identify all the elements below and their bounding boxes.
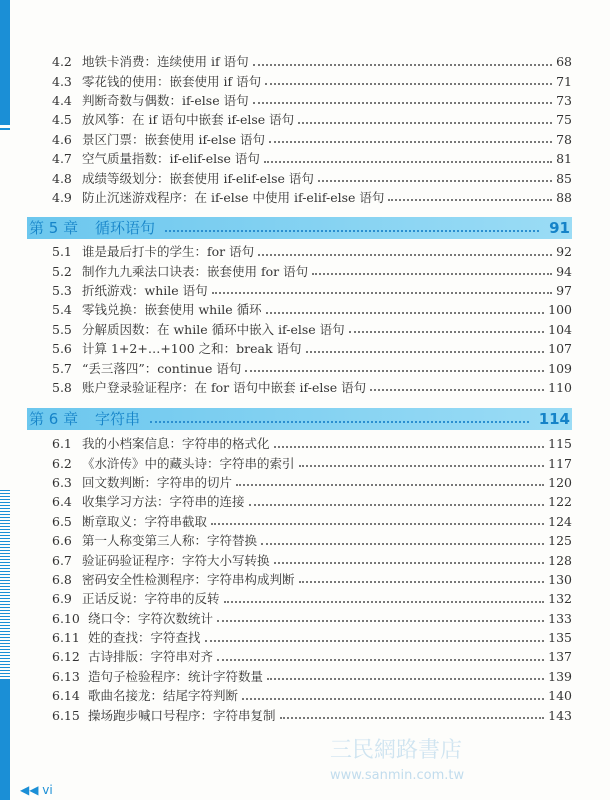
dot-leader	[236, 484, 544, 486]
toc-entry[interactable]	[52, 188, 572, 207]
dot-leader	[312, 273, 552, 275]
toc-entry[interactable]	[52, 110, 572, 129]
dot-leader	[211, 523, 544, 525]
entry-title: 空气质量指数：if-elif-else 语句	[82, 151, 260, 167]
entry-number: 6.7	[52, 552, 72, 568]
toc-entry[interactable]	[52, 647, 572, 666]
dot-leader	[212, 292, 552, 294]
entry-page: 139	[548, 668, 572, 684]
toc-entry[interactable]	[52, 453, 572, 472]
dot-leader	[217, 659, 544, 661]
entry-title: 绕口令：字符次数统计	[88, 610, 214, 626]
entry-title: 成绩等级划分：嵌套使用 if-elif-else 语句	[82, 170, 314, 186]
toc-entry[interactable]	[52, 686, 572, 705]
dot-leader	[280, 717, 545, 719]
entry-page: 78	[556, 131, 572, 147]
entry-number: 5.1	[52, 244, 72, 260]
entry-page: 88	[556, 189, 572, 205]
entry-number: 6.10	[52, 610, 80, 626]
toc-entry[interactable]	[52, 473, 572, 492]
dot-leader	[266, 312, 545, 314]
entry-title: 《水浒传》中的藏头诗：字符串的索引	[82, 455, 295, 471]
dot-leader	[265, 83, 552, 85]
chapter-4-items	[52, 52, 572, 207]
dot-leader	[306, 351, 545, 353]
entry-page: 140	[548, 688, 572, 704]
dot-leader	[298, 122, 552, 124]
chapter-page: 91	[549, 219, 570, 237]
dot-leader	[299, 581, 545, 583]
chapter-6-heading[interactable]	[27, 408, 572, 430]
toc-entry[interactable]	[52, 130, 572, 149]
entry-title: 零钱兑换：嵌套使用 while 循环	[82, 302, 262, 318]
entry-page: 85	[556, 170, 572, 186]
entry-number: 6.3	[52, 474, 72, 490]
entry-title: 收集学习方法：字符串的连接	[82, 494, 245, 510]
dot-leader	[242, 698, 544, 700]
entry-page: 81	[556, 151, 572, 167]
toc-entry[interactable]	[52, 52, 572, 71]
page-number: ◀◀ vi	[20, 783, 53, 797]
entry-page: 125	[548, 533, 572, 549]
dot-leader	[261, 543, 544, 545]
entry-title: 防止沉迷游戏程序：在 if-else 中使用 if-elif-else 语句	[82, 189, 385, 205]
entry-page: 73	[556, 92, 572, 108]
watermark-name: 三民網路書店	[330, 738, 463, 763]
toc-entry[interactable]	[52, 300, 572, 319]
chapter-5-heading[interactable]	[27, 217, 572, 239]
dot-leader	[388, 199, 552, 201]
side-bar-bottom	[0, 680, 10, 800]
dot-leader	[264, 161, 552, 163]
dot-leader	[150, 421, 529, 423]
toc-entry[interactable]	[52, 609, 572, 628]
dot-leader	[224, 601, 545, 603]
toc-entry[interactable]	[52, 667, 572, 686]
dot-leader	[274, 446, 545, 448]
dot-leader	[249, 504, 545, 506]
entry-page: 110	[548, 379, 572, 395]
entry-title: “丢三落四”：continue 语句	[82, 360, 242, 376]
toc-entry[interactable]	[52, 339, 572, 358]
toc-entry[interactable]	[52, 91, 572, 110]
entry-title: 密码安全性检测程序：字符串构成判断	[82, 571, 295, 587]
toc-entry[interactable]	[52, 550, 572, 569]
entry-title: 制作九九乘法口诀表：嵌套使用 for 语句	[82, 263, 309, 279]
chapter-title: 字符串	[95, 410, 141, 428]
dot-leader	[274, 562, 545, 564]
toc-entry[interactable]	[52, 434, 572, 453]
entry-page: 104	[548, 321, 572, 337]
dot-leader	[299, 465, 545, 467]
entry-title: 谁是最后打卡的学生：for 语句	[82, 244, 255, 260]
entry-page: 115	[548, 436, 572, 452]
dot-leader	[269, 141, 552, 143]
entry-page: 71	[556, 73, 572, 89]
dot-leader	[253, 64, 553, 66]
entry-title: 账户登录验证程序：在 for 语句中嵌套 if-else 语句	[82, 379, 367, 395]
entry-page: 107	[548, 341, 572, 357]
entry-page: 68	[556, 54, 572, 70]
entry-title: 放风筝：在 if 语句中嵌套 if-else 语句	[82, 112, 295, 128]
entry-title: 地铁卡消费：连续使用 if 语句	[82, 54, 249, 70]
toc-entry[interactable]	[52, 589, 572, 608]
entry-title: 断章取义：字符串截取	[82, 513, 208, 529]
entry-title: 验证码验证程序：字符大小写转换	[82, 552, 270, 568]
dot-leader	[318, 180, 552, 182]
toc-entry[interactable]	[52, 358, 572, 377]
entry-page: 92	[556, 244, 572, 260]
entry-number: 6.5	[52, 513, 72, 529]
entry-title: 第一人称变第三人称：字符替换	[82, 533, 258, 549]
entry-title: 姓的查找：字符查找	[88, 630, 201, 646]
entry-number: 6.12	[52, 649, 80, 665]
entry-number: 4.4	[52, 92, 72, 108]
entry-page: 100	[548, 302, 572, 318]
entry-page: 137	[548, 649, 572, 665]
entry-page: 117	[548, 455, 572, 471]
dot-leader	[370, 389, 544, 391]
chapter-label: 第 6 章	[29, 410, 79, 428]
entry-number: 6.6	[52, 533, 72, 549]
entry-title: 景区门票：嵌套使用 if-else 语句	[82, 131, 266, 147]
dot-leader	[258, 254, 552, 256]
entry-number: 5.8	[52, 379, 72, 395]
entry-number: 6.2	[52, 455, 72, 471]
entry-title: 造句子检验程序：统计字符数量	[88, 668, 264, 684]
entry-number: 6.11	[52, 630, 80, 646]
toc-entry[interactable]	[52, 570, 572, 589]
entry-page: 132	[548, 591, 572, 607]
entry-number: 4.5	[52, 112, 72, 128]
side-tab-bar	[0, 0, 10, 125]
dot-leader	[205, 640, 545, 642]
toc-entry[interactable]	[52, 705, 572, 724]
entry-number: 4.9	[52, 189, 72, 205]
toc-entry[interactable]	[52, 149, 572, 168]
entry-page: 130	[548, 571, 572, 587]
toc-entry[interactable]	[52, 628, 572, 647]
entry-page: 143	[548, 707, 572, 723]
entry-number: 5.6	[52, 341, 72, 357]
entry-title: 我的小档案信息：字符串的格式化	[82, 436, 270, 452]
entry-title: 零花钱的使用：嵌套使用 if 语句	[82, 73, 262, 89]
entry-number: 5.2	[52, 263, 72, 279]
entry-title: 判断奇数与偶数：if-else 语句	[82, 92, 249, 108]
entry-title: 古诗排版：字符串对齐	[88, 649, 214, 665]
side-divider	[0, 128, 10, 130]
entry-page: 75	[556, 112, 572, 128]
entry-number: 5.3	[52, 282, 72, 298]
entry-number: 6.8	[52, 571, 72, 587]
toc-entry[interactable]	[52, 281, 572, 300]
entry-number: 4.8	[52, 170, 72, 186]
toc-entry[interactable]	[52, 261, 572, 280]
entry-number: 6.15	[52, 707, 80, 723]
chapter-6-items	[52, 434, 572, 725]
entry-number: 6.9	[52, 591, 72, 607]
entry-number: 6.1	[52, 436, 72, 452]
entry-page: 124	[548, 513, 572, 529]
entry-page: 128	[548, 552, 572, 568]
toc-entry[interactable]	[52, 531, 572, 550]
entry-page: 109	[548, 360, 572, 376]
entry-number: 4.2	[52, 54, 72, 70]
entry-number: 6.13	[52, 668, 80, 684]
toc-entry[interactable]	[52, 378, 572, 397]
entry-page: 122	[548, 494, 572, 510]
entry-number: 5.5	[52, 321, 72, 337]
entry-title: 操场跑步喊口号程序：字符串复制	[88, 707, 276, 723]
dot-leader	[245, 370, 544, 372]
entry-number: 4.7	[52, 151, 72, 167]
entry-page: 133	[548, 610, 572, 626]
entry-number: 4.6	[52, 131, 72, 147]
entry-number: 4.3	[52, 73, 72, 89]
toc-entry[interactable]	[52, 512, 572, 531]
chapter-label: 第 5 章	[29, 219, 79, 237]
dot-leader	[349, 331, 544, 333]
toc-entry[interactable]	[52, 242, 572, 261]
entry-title: 正话反说：字符串的反转	[82, 591, 220, 607]
toc-entry[interactable]	[52, 320, 572, 339]
dot-leader	[165, 230, 539, 232]
toc-entry[interactable]	[52, 71, 572, 90]
entry-title: 折纸游戏：while 语句	[82, 282, 208, 298]
dot-leader	[217, 620, 544, 622]
entry-page: 120	[548, 474, 572, 490]
entry-number: 5.7	[52, 360, 72, 376]
chapter-page: 114	[538, 410, 570, 428]
entry-title: 回文数判断：字符串的切片	[82, 474, 233, 490]
toc-entry[interactable]	[52, 168, 572, 187]
entry-page: 135	[548, 630, 572, 646]
dot-leader	[253, 102, 553, 104]
entry-title: 歌曲名接龙：结尾字符判断	[88, 688, 239, 704]
side-stripe-decoration	[0, 490, 10, 680]
entry-page: 94	[556, 263, 572, 279]
chapter-title: 循环语句	[95, 219, 156, 237]
watermark-url: www.sanmin.com.tw	[330, 768, 465, 783]
entry-title: 计算 1+2+…+100 之和：break 语句	[82, 341, 302, 357]
chapter-5-items	[52, 242, 572, 397]
entry-page: 97	[556, 282, 572, 298]
entry-number: 5.4	[52, 302, 72, 318]
entry-number: 6.14	[52, 688, 80, 704]
dot-leader	[267, 678, 544, 680]
entry-title: 分解质因数：在 while 循环中嵌入 if-else 语句	[82, 321, 345, 337]
toc-entry[interactable]	[52, 492, 572, 511]
entry-number: 6.4	[52, 494, 72, 510]
